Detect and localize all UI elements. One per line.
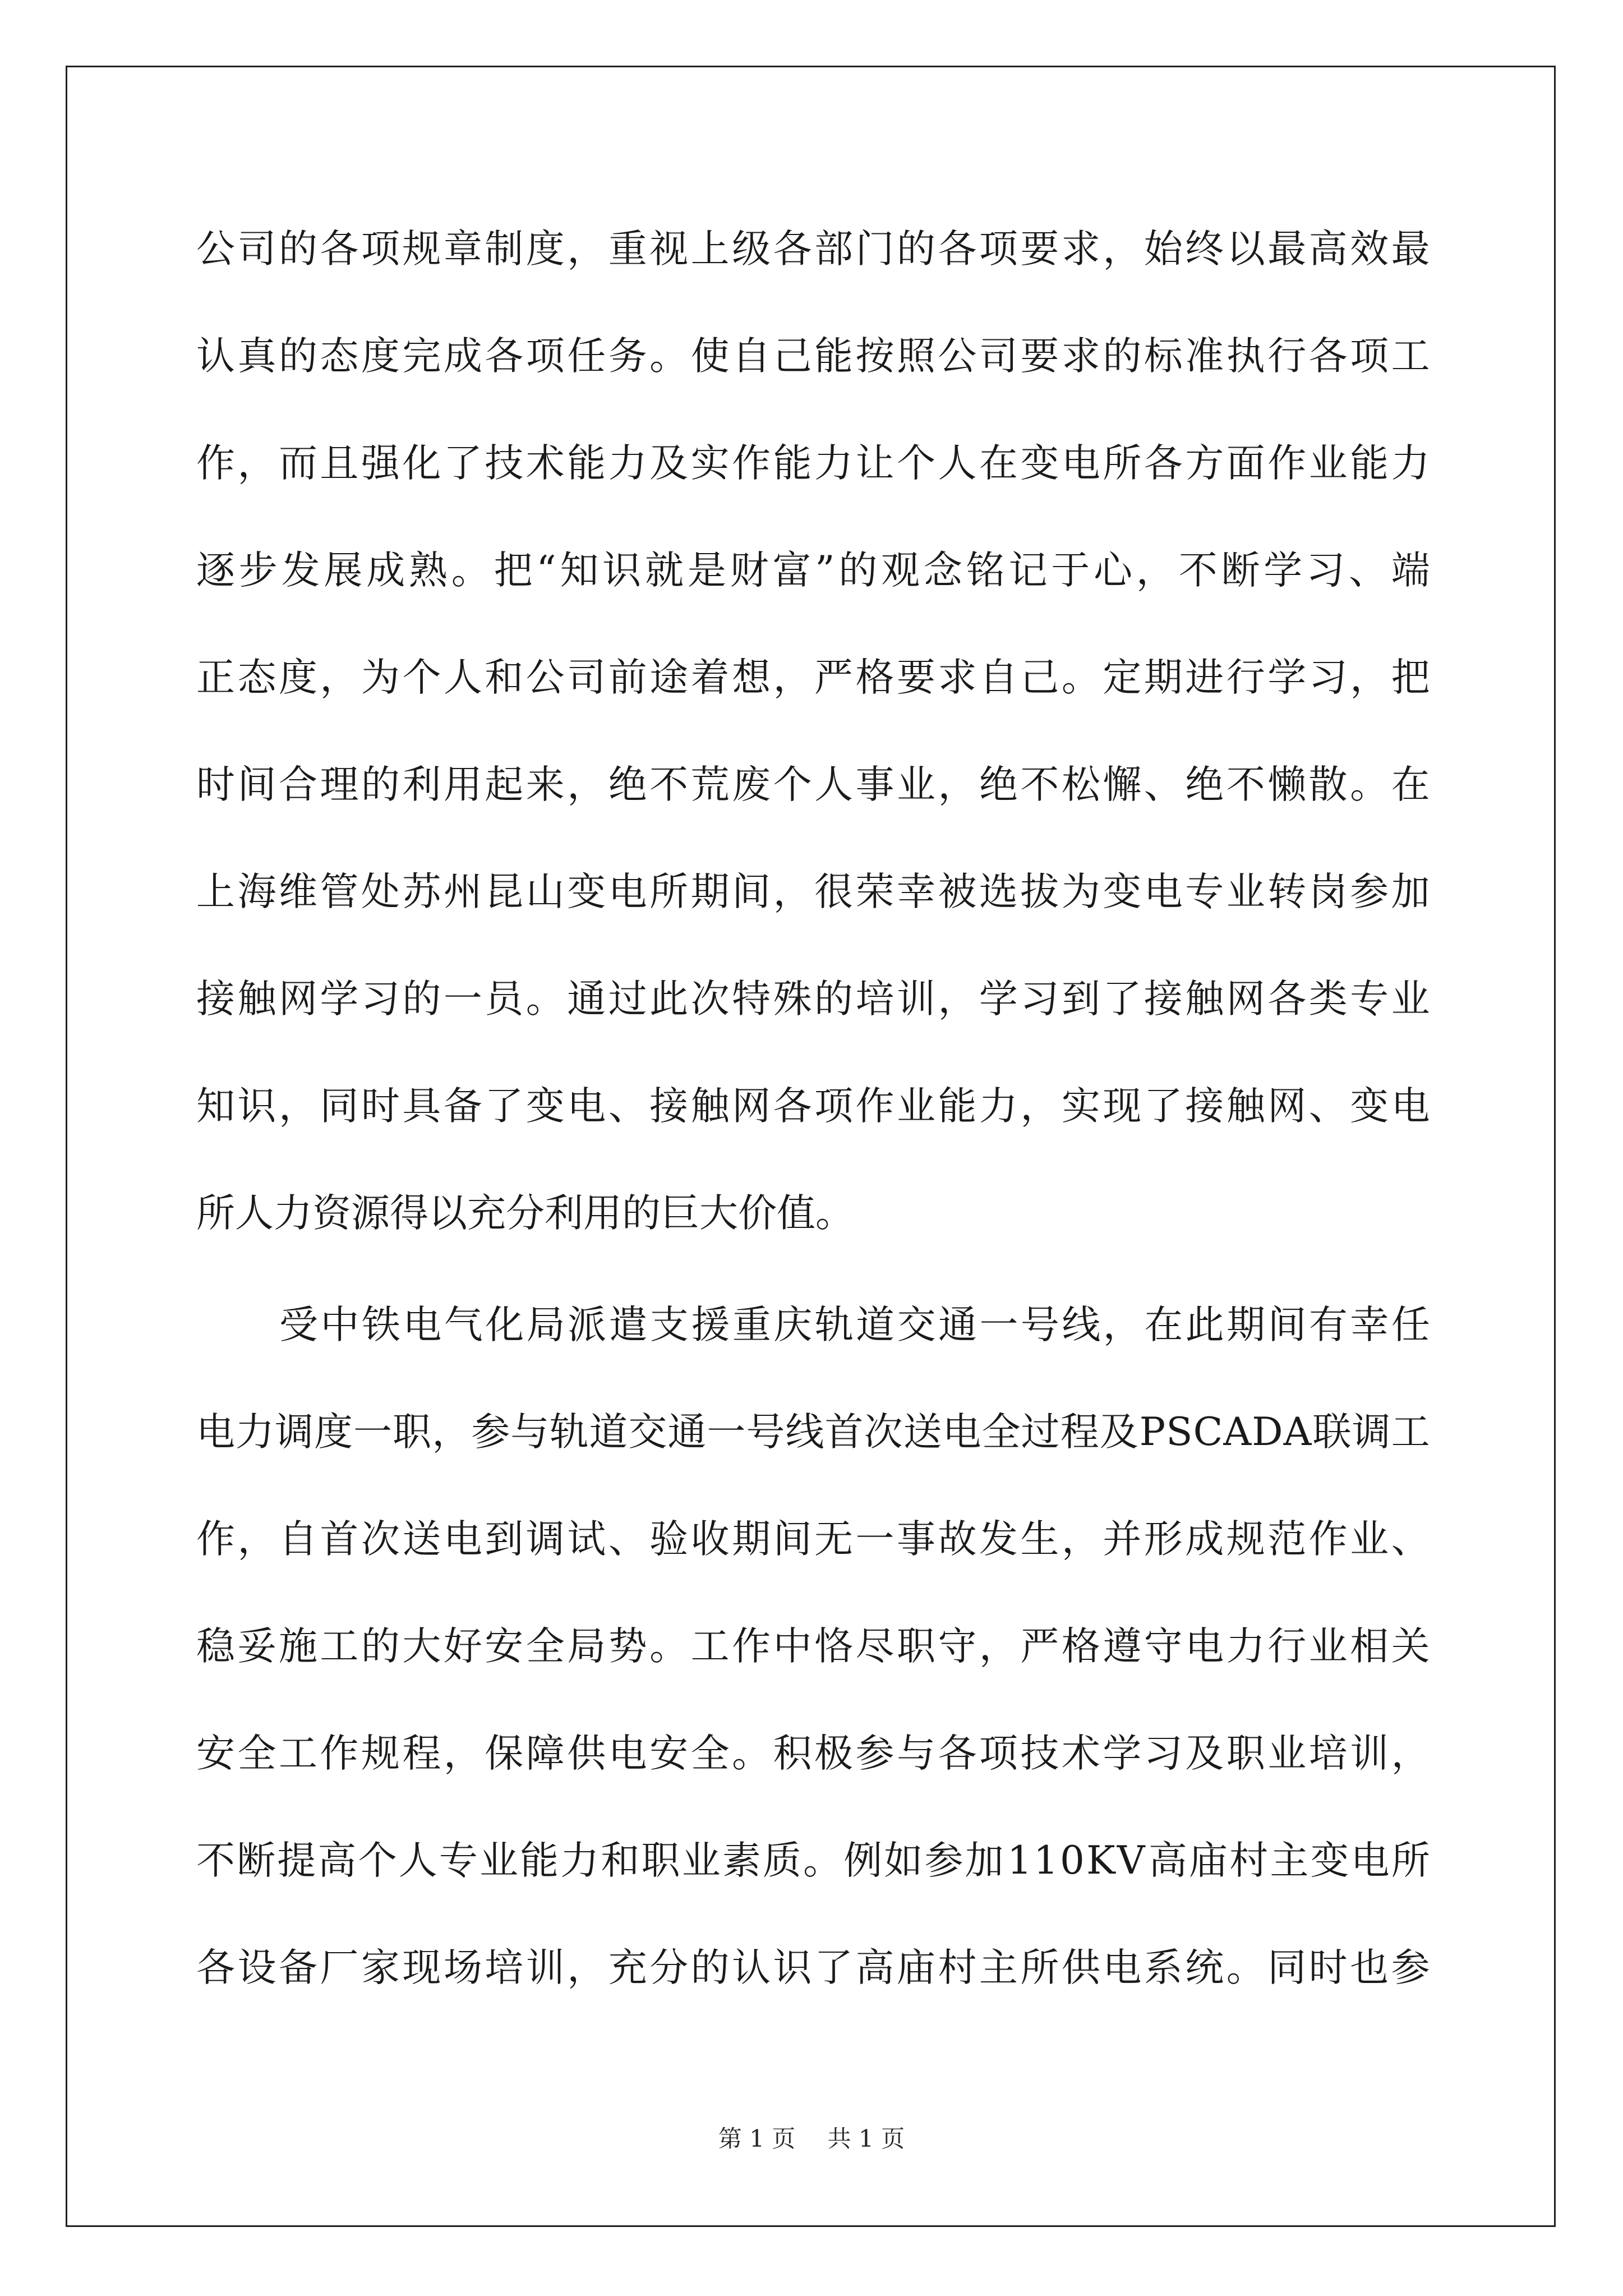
paragraph-gap — [196, 1287, 1430, 1291]
text-line: 接 触 网 学 习 的 一 员 。 通 过 此 次 特 殊 的 培 训 ， 学 习 到 了 接 触 网 各 类 专 业 — [196, 977, 1430, 1022]
text-line: 所人力资源得以充分利用的巨大价值。 — [196, 1191, 854, 1236]
paragraph-2 — [196, 1291, 1430, 2041]
page-number: 第 1 页 — [718, 2125, 796, 2152]
text-line: 上 海 维 管 处 苏 州 昆 山 变 电 所 期 间 ， 很 荣 幸 被 选 拔 为 变 电 专 业 转 岗 参 加 — [196, 869, 1430, 914]
text-line: 不 断 提 高 个 人 专 业 能 力 和 职 业 素 质 。 例 如 参 加 1 1 0 K V 高 庙 村 主 变 电 所 — [196, 1838, 1430, 1883]
text-line: 时 间 合 理 的 利 用 起 来 ， 绝 不 荒 废 个 人 事 业 ， 绝 不 松 懈 、 绝 不 懒 散 。 在 — [196, 762, 1430, 807]
text-line: 各 设 备 厂 家 现 场 培 训 ， 充 分 的 认 识 了 高 庙 村 主 所 供 电 系 统 。 同 时 也 参 — [196, 1945, 1430, 1990]
text-line: 逐 步 发 展 成 熟 。 把 “ 知 识 就 是 财 富 ” 的 观 念 铭 记 于 心 ， 不 断 学 习 、 端 — [196, 548, 1430, 593]
text-line: 作 ， 自 首 次 送 电 到 调 试 、 验 收 期 间 无 一 事 故 发 生 ， 并 形 成 规 范 作 业 、 — [196, 1517, 1430, 1562]
text-line: 电 力 调 度 一 职 ， 参 与 轨 道 交 通 一 号 线 首 次 送 电 全 过 程 及 P S C A D A 联 调 工 — [196, 1410, 1430, 1455]
text-line: 知 识 ， 同 时 具 备 了 变 电 、 接 触 网 各 项 作 业 能 力 ， 实 现 了 接 触 网 、 变 电 — [196, 1084, 1430, 1129]
text-line: 公 司 的 各 项 规 章 制 度 ， 重 视 上 级 各 部 门 的 各 项 要 求 ， 始 终 以 最 高 效 最 — [196, 227, 1430, 272]
text-line: 认 真 的 态 度 完 成 各 项 任 务 。 使 自 己 能 按 照 公 司 要 求 的 标 准 执 行 各 项 工 — [196, 334, 1430, 379]
text-line: 正 态 度 ， 为 个 人 和 公 司 前 途 着 想 ， 严 格 要 求 自 己 。 定 期 进 行 学 习 ， 把 — [196, 655, 1430, 700]
paragraph-1 — [196, 215, 1430, 1287]
page-footer — [0, 2120, 1623, 2154]
text-line: 安 全 工 作 规 程 ， 保 障 供 电 安 全 。 积 极 参 与 各 项 技 术 学 习 及 职 业 培 训 ， — [196, 1731, 1430, 1776]
text-line: 受 中 铁 电 气 化 局 派 遣 支 援 重 庆 轨 道 交 通 一 号 线 ， 在 此 期 间 有 幸 任 — [279, 1303, 1430, 1347]
document-body — [196, 215, 1430, 2041]
page-total: 共 1 页 — [827, 2125, 905, 2152]
text-line: 稳 妥 施 工 的 大 好 安 全 局 势 。 工 作 中 恪 尽 职 守 ， 严 格 遵 守 电 力 行 业 相 关 — [196, 1624, 1430, 1669]
text-line: 作 ， 而 且 强 化 了 技 术 能 力 及 实 作 能 力 让 个 人 在 变 电 所 各 方 面 作 业 能 力 — [196, 441, 1430, 486]
